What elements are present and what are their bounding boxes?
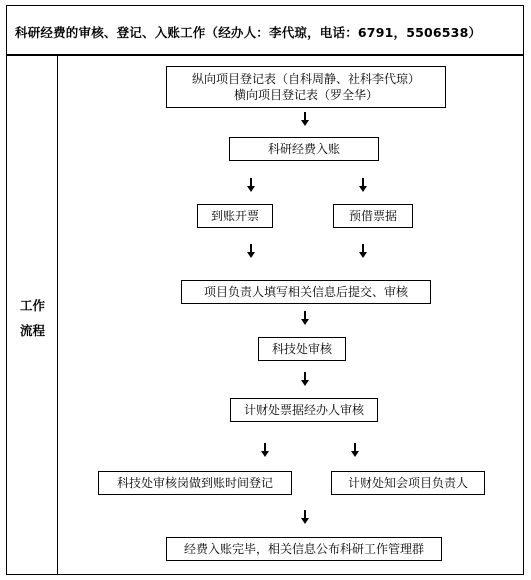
arrow-down-icon [300, 372, 310, 386]
registration-box [166, 66, 446, 108]
tech-review-box [258, 337, 346, 361]
finance-review-label: 计财处票据经办人审核 [243, 403, 364, 417]
fill-submit-label: 项目负责人填写相关信息后提交、审核 [203, 285, 408, 299]
side-label-line2: 流程 [19, 323, 45, 338]
tech-register-label: 科技处审核岗做到账时间登记 [116, 476, 273, 490]
arrow-down-icon [300, 510, 310, 524]
complete-label: 经费入账完毕，相关信息公布科研工作管理群 [183, 542, 424, 556]
prepaid-receipt-box [333, 204, 413, 228]
finance-review-box [230, 398, 378, 422]
arrow-down-icon [350, 443, 360, 457]
fill-submit-box [181, 280, 431, 304]
arrow-down-icon [300, 311, 310, 325]
side-label-line1: 工作 [19, 298, 45, 313]
registration-line1: 纵向项目登记表（自科周静、社科李代琼） [191, 72, 420, 86]
received-invoice-label: 到账开票 [210, 209, 259, 223]
registration-line2: 横向项目登记表（罗全华） [233, 88, 378, 102]
entry-label: 科研经费入账 [267, 142, 340, 156]
arrow-down-icon [358, 178, 368, 192]
arrow-down-icon [246, 178, 256, 192]
prepaid-receipt-label: 预借票据 [348, 209, 397, 223]
tech-register-box [98, 471, 292, 495]
finance-notify-box [331, 471, 485, 495]
arrow-down-icon [260, 443, 270, 457]
side-label-cell [7, 56, 58, 574]
arrow-down-icon [358, 244, 368, 258]
complete-box [166, 537, 442, 561]
received-invoice-box [197, 204, 273, 228]
arrow-down-icon [246, 244, 256, 258]
finance-notify-label: 计财处知会项目负责人 [347, 476, 468, 490]
tech-review-label: 科技处审核 [271, 342, 332, 356]
entry-box [229, 137, 379, 161]
arrow-down-icon [300, 112, 310, 126]
page-title: 科研经费的审核、登记、入账工作（经办人：李代琼，电话：6791，5506538） [15, 25, 482, 40]
title-row [7, 6, 523, 56]
